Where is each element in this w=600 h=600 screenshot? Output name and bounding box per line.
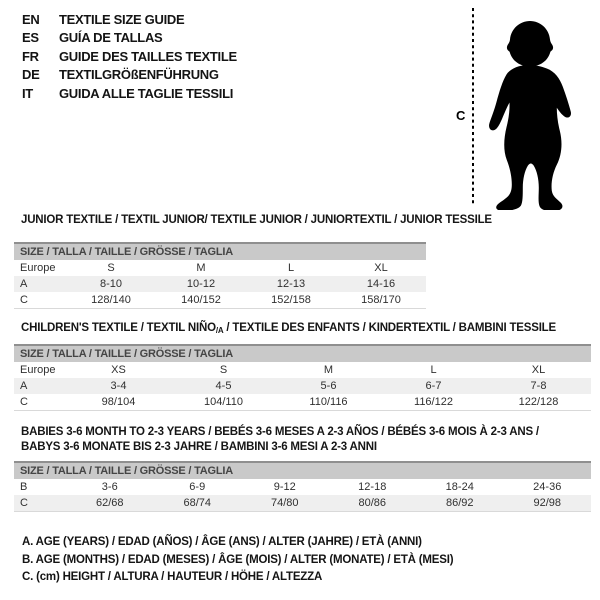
row-label: B <box>20 481 28 493</box>
size-cell: 158/170 <box>361 294 401 306</box>
size-cell: 80/86 <box>358 497 387 509</box>
size-cell: 152/158 <box>271 294 311 306</box>
table-row-age <box>14 378 591 394</box>
table-row-europe <box>14 260 426 276</box>
size-cell: 3-4 <box>110 380 127 392</box>
language-title: TEXTILE SIZE GUIDE <box>59 11 185 27</box>
size-cell: 8-10 <box>99 278 123 290</box>
language-row-en <box>22 10 237 29</box>
size-cell: 4-5 <box>215 380 232 392</box>
babies-title-line1: BABIES 3-6 MONTH TO 2-3 YEARS / BEBÉS 3-6 MESES A 2-3 AÑOS / BÉBÉS 3-6 MOIS À 2-3 ANS / <box>21 426 539 438</box>
title-text: / TEXTILE DES ENFANTS / KINDERTEXTIL / BAMBINI TESSILE <box>223 322 556 334</box>
language-row-es <box>22 29 237 48</box>
table-row-height <box>14 495 591 511</box>
size-cell: 140/152 <box>181 294 221 306</box>
size-cell: 12-13 <box>276 278 306 290</box>
legend-line-a: A. AGE (YEARS) / EDAD (AÑOS) / ÂGE (ANS) / ALTER (JAHRE) / ETÀ (ANNI) <box>22 536 422 548</box>
legend-line-b: B. AGE (MONTHS) / EDAD (MESES) / ÂGE (MOIS) / ALTER (MONATE) / ETÀ (MESI) <box>22 553 454 566</box>
baby-silhouette-icon <box>489 21 571 210</box>
language-code: EN <box>22 11 40 27</box>
row-label: A <box>20 278 28 290</box>
language-code: IT <box>22 85 33 101</box>
table-row-age <box>14 276 426 292</box>
size-cell: 122/128 <box>518 396 559 408</box>
babies-title-line2: BABYS 3-6 MONATE BIS 2-3 JAHRE / BAMBINI 3-6 MESI A 2-3 ANNI <box>21 440 377 453</box>
table-row-age-months <box>14 479 591 495</box>
language-code: DE <box>22 67 40 83</box>
row-label: C <box>20 497 28 509</box>
size-cell: 10-12 <box>186 278 216 290</box>
size-cell: 9-12 <box>273 481 296 493</box>
size-cell: 18-24 <box>445 481 474 493</box>
junior-size-table <box>14 242 426 309</box>
legend-line-c: C. (cm) HEIGHT / ALTURA / HAUTEUR / HÖHE / ALTEZZA <box>22 571 323 583</box>
language-title: TEXTILGRÖßENFÜHRUNG <box>59 67 219 83</box>
size-cell: 14-16 <box>366 278 396 290</box>
table-row-height <box>14 292 426 308</box>
size-cell: 98/104 <box>101 396 136 408</box>
language-row-fr <box>22 47 237 66</box>
row-label: C <box>20 396 28 408</box>
size-cell: M <box>196 262 206 274</box>
row-label: Europe <box>20 262 56 274</box>
size-cell: XL <box>374 262 388 274</box>
size-cell: 12-18 <box>358 481 387 493</box>
size-cell: 86/92 <box>445 497 474 509</box>
babies-table-title <box>21 425 539 454</box>
language-title-block <box>22 10 237 103</box>
row-label: C <box>20 294 28 306</box>
language-title: GUIDA ALLE TAGLIE TESSILI <box>59 85 234 101</box>
size-cell: 92/98 <box>533 497 562 509</box>
size-cell: 110/116 <box>309 396 348 408</box>
measure-label-c: C <box>456 108 466 123</box>
language-row-it <box>22 84 237 103</box>
size-cell: 62/68 <box>95 497 124 509</box>
size-cell: 7-8 <box>530 380 547 392</box>
baby-silhouette-figure <box>448 2 598 210</box>
junior-table-title: JUNIOR TEXTILE / TEXTIL JUNIOR/ TEXTILE JUNIOR / JUNIORTEXTIL / JUNIOR TESSILE <box>21 214 492 226</box>
size-cell: 6-7 <box>425 380 442 392</box>
size-cell: S <box>219 364 228 376</box>
measurement-figure <box>448 2 598 210</box>
size-cell: 5-6 <box>320 380 337 392</box>
children-table-title <box>21 321 556 339</box>
language-title: GUÍA DE TALLAS <box>59 30 163 46</box>
size-cell: 116/122 <box>414 396 453 408</box>
language-row-de <box>22 66 237 85</box>
title-subscript: /A <box>215 326 224 335</box>
row-label: A <box>20 380 28 392</box>
size-cell: XS <box>111 364 126 376</box>
table-row-height <box>14 394 591 410</box>
children-size-table <box>14 344 591 411</box>
measure-legend <box>22 534 453 587</box>
language-code: FR <box>22 48 39 64</box>
babies-size-table <box>14 461 591 512</box>
size-cell: 3-6 <box>101 481 118 493</box>
size-header-row: SIZE / TALLA / TAILLE / GRÖSSE / TAGLIA <box>14 463 591 479</box>
language-code: ES <box>22 30 39 46</box>
size-cell: M <box>323 364 334 376</box>
size-cell: S <box>107 262 115 274</box>
size-header-row: SIZE / TALLA / TAILLE / GRÖSSE / TAGLIA <box>14 244 426 260</box>
size-cell: 68/74 <box>183 497 212 509</box>
size-cell: 24-36 <box>533 481 562 493</box>
language-title: GUIDE DES TAILLES TEXTILE <box>59 48 237 64</box>
size-cell: L <box>430 364 437 376</box>
size-cell: 74/80 <box>270 497 299 509</box>
size-cell: 128/140 <box>91 294 131 306</box>
table-row-europe <box>14 362 591 378</box>
size-cell: L <box>287 262 295 274</box>
size-cell: 6-9 <box>189 481 206 493</box>
row-label: Europe <box>20 364 56 376</box>
size-cell: 104/110 <box>204 396 243 408</box>
size-header-row: SIZE / TALLA / TAILLE / GRÖSSE / TAGLIA <box>14 346 591 362</box>
size-cell: XL <box>531 364 546 376</box>
title-text: CHILDREN'S TEXTILE / TEXTIL NIÑO <box>21 322 216 334</box>
